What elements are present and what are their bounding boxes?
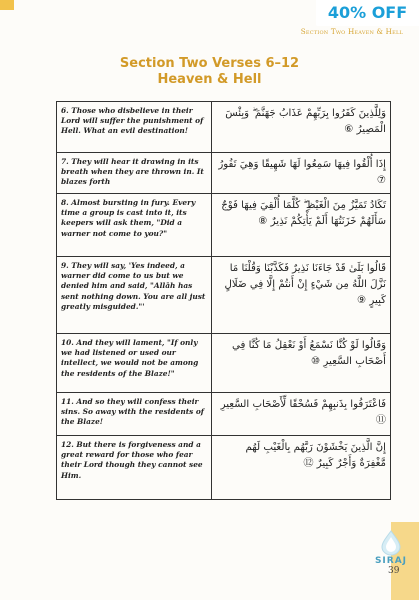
drop-icon xyxy=(380,530,402,556)
verses-table-body xyxy=(57,102,391,500)
verse-row xyxy=(57,334,391,393)
section-title: Section Two Verses 6–12 xyxy=(119,56,300,71)
verse-arabic: قَالُوا بَلَىٰ قَدْ جَاءَنَا نَذِيرٌ فَكَذَّبْنَا وَقُلْنَا مَا نَزَّلَ اللَّهُ مِن شَيْءٍ إِنْ أَنتُمْ إِلَّا فِي ضَلَالٍ كَبِيرٍ ⑨ xyxy=(212,257,391,334)
verse-row xyxy=(57,153,391,194)
discount-badge: 40% OFF xyxy=(316,0,419,26)
verse-translation: 10. And they will lament, "If only we had listened or used our intellect, we would not be among the residents of the Blaze!" xyxy=(57,334,212,393)
verse-translation: 11. And so they will confess their sins. So away with the residents of the Blaze! xyxy=(57,393,212,436)
verse-translation: 6. Those who disbelieve in their Lord will suffer the punishment of Hell. What an evil destination! xyxy=(57,102,212,153)
verse-arabic: إِنَّ الَّذِينَ يَخْشَوْنَ رَبَّهُم بِالْغَيْبِ لَهُم مَّغْفِرَةٌ وَأَجْرٌ كَبِيرٌ ⑫ xyxy=(212,436,391,500)
verse-row xyxy=(57,393,391,436)
verse-row xyxy=(57,102,391,153)
verse-arabic: تَكَادُ تَمَيَّزُ مِنَ الْغَيْظِ ۖ كُلَّمَا أُلْقِيَ فِيهَا فَوْجٌ سَأَلَهُمْ خَزَنَتُهَا أَلَمْ يَأْتِكُمْ نَذِيرٌ ⑧ xyxy=(212,194,391,257)
verse-row xyxy=(57,436,391,500)
section-subtitle: Heaven & Hell xyxy=(157,72,262,87)
verse-translation: 8. Almost bursting in fury. Every time a group is cast into it, its keepers will ask them, "Did a warner not come to you?" xyxy=(57,194,212,257)
running-header: Section Two Heaven & Hell xyxy=(300,27,403,36)
logo-text: SIRAJ xyxy=(374,556,408,566)
verse-row xyxy=(57,257,391,334)
verse-arabic: إِذَا أُلْقُوا فِيهَا سَمِعُوا لَهَا شَهِيقًا وَهِيَ تَفُورُ ⑦ xyxy=(212,153,391,194)
verse-arabic: وَلِلَّذِينَ كَفَرُوا بِرَبِّهِمْ عَذَابُ جَهَنَّمَ ۖ وَبِئْسَ الْمَصِيرُ ⑥ xyxy=(212,102,391,153)
verse-translation: 7. They will hear it drawing in its breath when they are thrown in. It blazes forth xyxy=(57,153,212,194)
siraj-logo xyxy=(365,530,417,566)
verse-row xyxy=(57,194,391,257)
verses-table xyxy=(56,101,391,500)
page-number: 39 xyxy=(388,566,400,576)
verse-arabic: فَاعْتَرَفُوا بِذَنبِهِمْ فَسُحْقًا لِّأَصْحَابِ السَّعِيرِ ⑪ xyxy=(212,393,391,436)
verse-arabic: وَقَالُوا لَوْ كُنَّا نَسْمَعُ أَوْ نَعْقِلُ مَا كُنَّا فِي أَصْحَابِ السَّعِيرِ ⑩ xyxy=(212,334,391,393)
verse-translation: 9. They will say, 'Yes indeed, a warner did come to us but we denied him and said, "Allāh has sent nothing down. You are all just greatly misguided."' xyxy=(57,257,212,334)
verse-translation: 12. But there is forgiveness and a great reward for those who fear their Lord though they cannot see Him. xyxy=(57,436,212,500)
corner-decoration-top-left xyxy=(0,0,14,10)
